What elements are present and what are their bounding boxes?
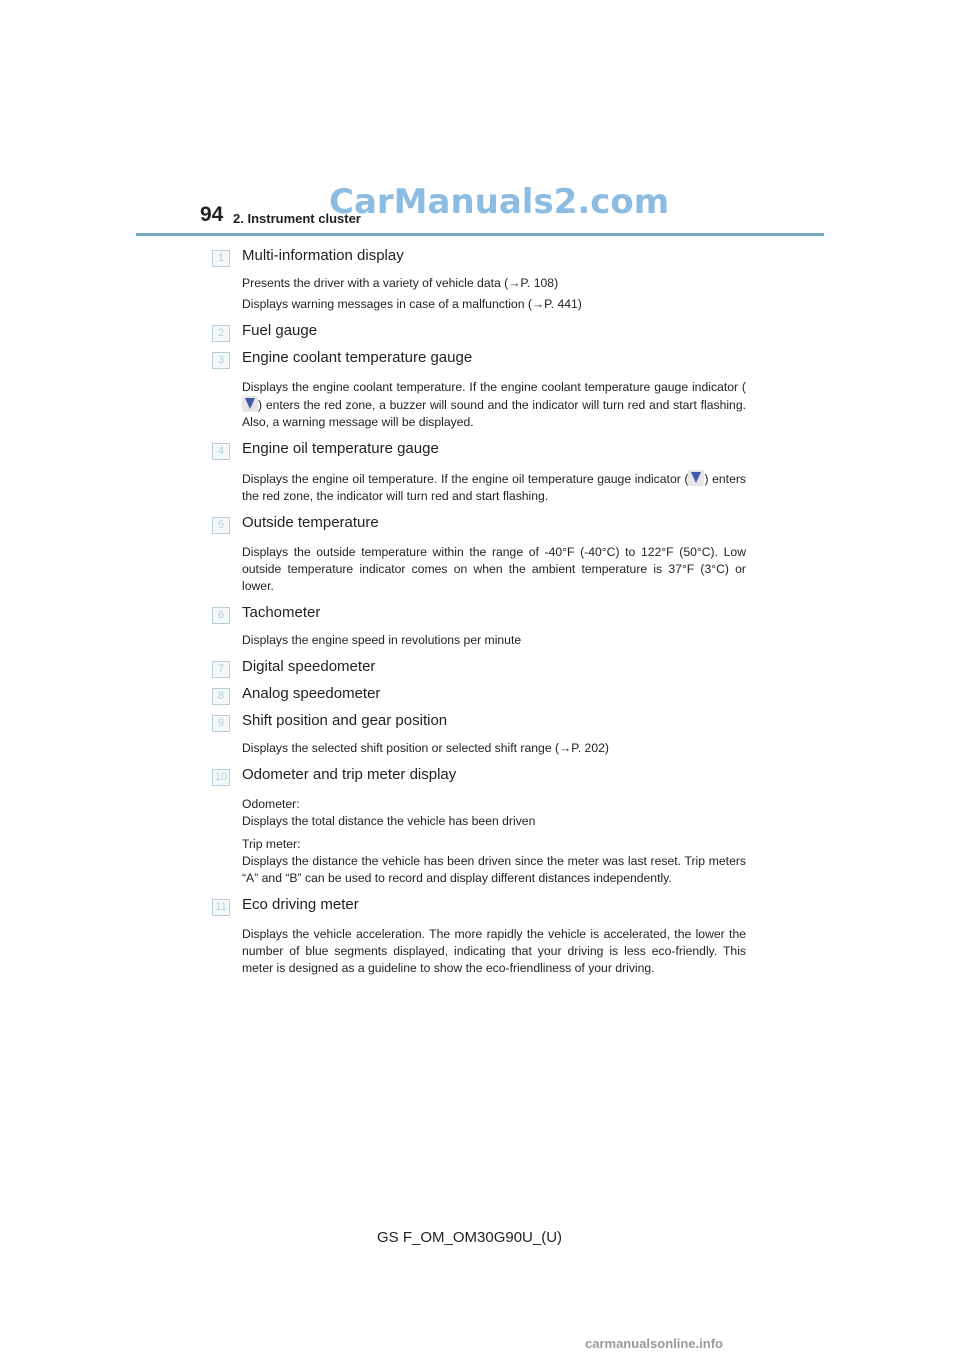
item-title: Analog speedometer bbox=[242, 685, 381, 702]
list-item bbox=[212, 321, 746, 346]
item-description: Displays warning messages in case of a malfunction (→P. 441) bbox=[242, 297, 582, 311]
item-number: 8 bbox=[212, 688, 230, 705]
item-description: Displays the engine coolant temperature. If the engine coolant temperature gauge indicator () enters the red zone, a buzzer will sound and the indicator will turn red and start flashing. Also, a warning message will be displayed. bbox=[242, 380, 746, 429]
list-item bbox=[212, 603, 746, 655]
item-title: Outside temperature bbox=[242, 514, 379, 531]
item-title: Eco driving meter bbox=[242, 896, 359, 913]
item-number: 9 bbox=[212, 715, 230, 732]
item-description: Trip meter: bbox=[242, 837, 301, 851]
item-number: 4 bbox=[212, 443, 230, 460]
list-item bbox=[212, 895, 746, 977]
item-number: 3 bbox=[212, 352, 230, 369]
item-list bbox=[212, 244, 746, 977]
item-number: 5 bbox=[212, 517, 230, 534]
document-code: GS F_OM_OM30G90U_(U) bbox=[377, 1229, 563, 1246]
item-number: 2 bbox=[212, 325, 230, 342]
item-number: 11 bbox=[212, 899, 230, 916]
item-description: Displays the total distance the vehicle has been driven bbox=[242, 814, 536, 828]
item-description: Displays the selected shift position or selected shift range (→P. 202) bbox=[242, 741, 609, 755]
item-description: Displays the outside temperature within the range of -40°F (-40°C) to 122°F (50°C). Low outside temperature indicator comes on when the ambient temperature is 37°F (3°C) or lower. bbox=[242, 545, 746, 593]
item-number: 7 bbox=[212, 661, 230, 678]
list-item bbox=[212, 246, 746, 319]
item-description: Odometer: bbox=[242, 797, 300, 811]
item-number: 10 bbox=[212, 769, 230, 786]
watermark-footer: carmanualsonline.info bbox=[585, 1336, 723, 1351]
item-title: Multi-information display bbox=[242, 247, 404, 264]
item-description: Presents the driver with a variety of vehicle data (→P. 108) bbox=[242, 276, 559, 290]
item-number: 1 bbox=[212, 250, 230, 267]
page-number: 94 bbox=[200, 203, 224, 226]
item-description: Displays the vehicle acceleration. The more rapidly the vehicle is accelerated, the lower the number of blue segments displayed, indicating that your driving is less eco-friendly. This meter is designed as a guideline to show the eco-friendliness of your driving. bbox=[242, 927, 746, 975]
item-title: Digital speedometer bbox=[242, 658, 376, 675]
temperature-gauge-icon bbox=[242, 396, 258, 412]
temperature-gauge-icon bbox=[688, 470, 704, 486]
item-description: Displays the distance the vehicle has been driven since the meter was last reset. Trip meters “A” and “B” can be used to record and display different distances independently. bbox=[242, 854, 746, 885]
item-description: Displays the engine speed in revolutions per minute bbox=[242, 633, 522, 647]
item-title: Tachometer bbox=[242, 604, 321, 621]
item-title: Shift position and gear position bbox=[242, 712, 448, 729]
list-item bbox=[212, 711, 746, 763]
item-title: Fuel gauge bbox=[242, 322, 318, 339]
header-rule bbox=[136, 233, 824, 236]
item-title: Odometer and trip meter display bbox=[242, 766, 457, 783]
list-item bbox=[212, 348, 746, 437]
list-item bbox=[212, 684, 746, 709]
item-description: Displays the engine oil temperature. If the engine oil temperature gauge indicator ( ) enters the red zone, the indicator will turn red and start flashing. bbox=[242, 472, 746, 503]
list-item bbox=[212, 657, 746, 682]
item-title: Engine oil temperature gauge bbox=[242, 440, 439, 457]
chapter-title: 2. Instrument cluster bbox=[233, 211, 361, 226]
watermark-logo: CarManuals2.com bbox=[329, 182, 670, 222]
list-item bbox=[212, 513, 746, 601]
list-item bbox=[212, 439, 746, 511]
list-item bbox=[212, 765, 746, 893]
item-title: Engine coolant temperature gauge bbox=[242, 349, 473, 366]
item-number: 6 bbox=[212, 607, 230, 624]
